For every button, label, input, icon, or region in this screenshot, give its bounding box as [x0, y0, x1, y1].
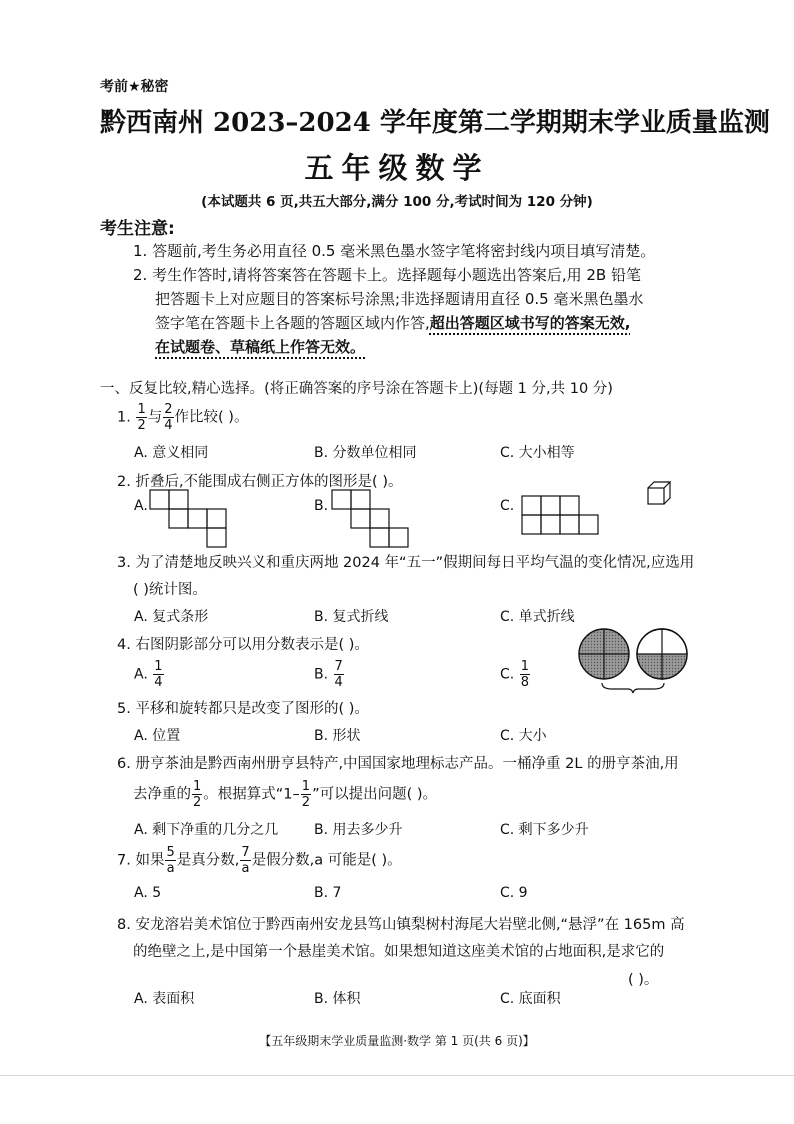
question-1: [117, 403, 248, 432]
q1-tail: 作比较( )。: [174, 409, 249, 426]
notice-item-2-line-4: [155, 336, 365, 357]
q1-option-c[interactable]: C. 大小相等: [500, 445, 575, 461]
q2-net-b: [332, 490, 412, 550]
q6-option-c[interactable]: C. 剩下多少升: [500, 822, 589, 838]
q3-option-b[interactable]: B. 复式折线: [314, 609, 389, 625]
section-1-heading: 一、反复比较,精心选择。(将正确答案的序号涂在答题卡上)(每题 1 分,共 10 分): [100, 381, 613, 397]
q4-circles-figure: [578, 628, 678, 694]
notice-plain-text: 签字笔在答题卡上各题的答题区域内作答,: [155, 314, 430, 332]
exam-title: 黔西南州 2023–2024 学年度第二学期期末学业质量监测: [100, 108, 770, 138]
q5-option-a[interactable]: A. 位置: [134, 728, 181, 744]
cube-icon: [648, 482, 672, 506]
q7-option-a[interactable]: A. 5: [134, 885, 162, 901]
q8-option-a[interactable]: A. 表面积: [134, 991, 195, 1007]
q5-option-c[interactable]: C. 大小: [500, 728, 547, 744]
q8-answer-blank: ( )。: [628, 972, 659, 988]
notice-item-2-line-2: 把答题卡上对应题目的答案标号涂黑;非选择题请用直径 0.5 毫米黑色墨水: [155, 290, 644, 308]
question-3-line-2: ( )统计图。: [133, 582, 207, 598]
q5-option-b[interactable]: B. 形状: [314, 728, 361, 744]
q4-option-a[interactable]: A. $\frac{1}{4}$: [134, 659, 163, 690]
q3-option-a[interactable]: A. 复式条形: [134, 609, 209, 625]
question-6-line-1: 6. 册亨茶油是黔西南州册亨县特产,中国国家地理标志产品。一桶净重 2L 的册亨茶油,用: [117, 756, 679, 772]
q6-option-b[interactable]: B. 用去多少升: [314, 822, 403, 838]
question-7: 7. 如果 $\frac{5}{a}$ 是真分数, $\frac{7}{a}$ 是假分数,a 可能是( )。: [117, 845, 402, 876]
question-8-line-1: 8. 安龙溶岩美术馆位于黔西南州安龙县笃山镇梨树村海尾大岩壁北侧,“悬浮”在 165m 高: [117, 917, 685, 933]
q2-option-a[interactable]: A.: [134, 498, 148, 514]
page-footer: 【五年级期末学业质量监测·数学 第 1 页(共 6 页)】: [259, 1034, 535, 1048]
q7-option-c[interactable]: C. 9: [500, 885, 528, 901]
q2-net-a: [150, 490, 230, 550]
q6-option-a[interactable]: A. 剩下净重的几分之几: [134, 822, 279, 838]
secret-label: 考前★秘密: [100, 79, 169, 95]
question-8-line-2: 的绝壁之上,是中国第一个悬崖美术馆。如果想知道这座美术馆的占地面积,是求它的: [133, 944, 665, 960]
notice-item-2-line-1: 2. 考生作答时,请将答案答在答题卡上。选择题每小题选出答案后,用 2B 铅笔: [133, 266, 641, 284]
notice-emphasis-text: 超出答题区域书写的答案无效,: [429, 314, 631, 332]
notice-item-2-line-3: [155, 312, 630, 333]
question-3-line-1: 3. 为了清楚地反映兴义和重庆两地 2024 年“五一”假期间每日平均气温的变化情况,应选用: [117, 555, 695, 571]
q8-option-c[interactable]: C. 底面积: [500, 991, 561, 1007]
notice-item-1: 1. 答题前,考生务必用直径 0.5 毫米黑色墨水签字笔将密封线内项目填写清楚。: [133, 242, 656, 260]
q1-option-b[interactable]: B. 分数单位相同: [314, 445, 417, 461]
page-divider: [0, 1075, 794, 1076]
q8-option-b[interactable]: B. 体积: [314, 991, 361, 1007]
question-2: 2. 折叠后,不能围成右侧正方体的图形是( )。: [117, 474, 403, 490]
q1-option-a[interactable]: A. 意义相同: [134, 445, 209, 461]
question-5: 5. 平移和旋转都只是改变了图形的( )。: [117, 701, 369, 717]
q1-fraction-1: $\frac{1}{2}$: [137, 402, 146, 433]
question-4: 4. 右图阴影部分可以用分数表示是( )。: [117, 637, 369, 653]
notice-emphasis-text-2: 在试题卷、草稿纸上作答无效。: [155, 338, 366, 356]
q1-connector: 与: [147, 409, 163, 426]
q4-option-c[interactable]: C. $\frac{1}{8}$: [500, 659, 529, 690]
q7-option-b[interactable]: B. 7: [314, 885, 342, 901]
q1-fraction-2: $\frac{2}{4}$: [164, 402, 173, 433]
q1-number: 1.: [117, 409, 131, 426]
q3-option-c[interactable]: C. 单式折线: [500, 609, 575, 625]
q4-option-b[interactable]: B. $\frac{7}{4}$: [314, 659, 343, 690]
q2-option-b[interactable]: B.: [314, 498, 329, 514]
q2-net-c: [522, 496, 602, 540]
notice-heading: 考生注意:: [100, 219, 175, 239]
q2-option-c[interactable]: C.: [500, 498, 515, 514]
exam-subtitle: (本试题共 6 页,共五大部分,满分 100 分,考试时间为 120 分钟): [201, 194, 593, 210]
question-6-line-2: 去净重的 $\frac{1}{2}$ 。根据算式“1– $\frac{1}{2}$ ”可以提出问题( )。: [133, 779, 437, 810]
subject-title: 五年级数学: [304, 151, 490, 185]
